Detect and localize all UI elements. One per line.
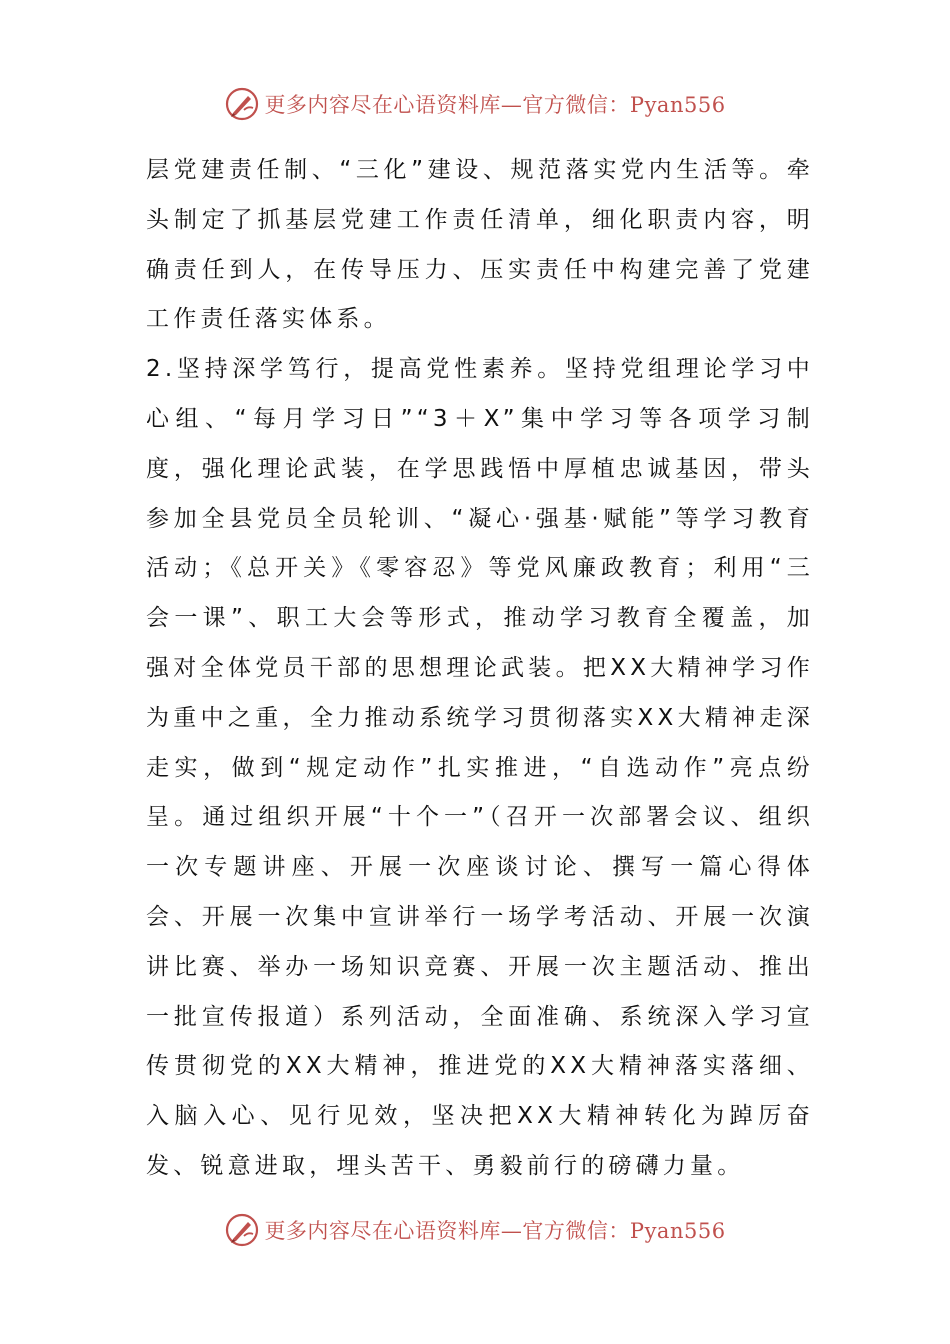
paragraph-1: 层党建责任制、“三化”建设、规范落实党内生活等。牵头制定了抓基层党建工作责任清单，细化职责内容，明确责任到人，在传导压力、压实责任中构建完善了党建工作责任落实体系。 [146, 157, 814, 333]
footer-banner-text: 更多内容尽在心语资料库—官方微信：Pyan556 [264, 1219, 726, 1243]
pen-seal-icon [224, 1212, 260, 1248]
pen-seal-icon [224, 86, 260, 122]
paragraph-2: 2.坚持深学笃行，提高党性素养。坚持党组理论学习中心组、“每月学习日”“3＋X”集中学习等各项学习制度，强化理论武装，在学思践悟中厚植忠诚基因，带头参加全县党员全员轮训、“凝心·强基·赋能”等学习教育活动；《总开关》《零容忍》等党风廉政教育；利用“三会一课”、职工大会等形式，推动学习教育全覆盖，加强对全体党员干部的思想理论武装。把XX大精神学习作为重中之重，全力推动系统学习贯彻落实XX大精神走深走实，做到“规定动作”扎实推进，“自选动作”亮点纷呈。通过组织开展“十个一”（召开一次部署会议、组织一次专题讲座、开展一次座谈讨论、撰写一篇心得体会、开展一次集中宣讲举行一场学考活动、开展一次演讲比赛、举办一场知识竞赛、开展一次主题活动、推出一批宣传报道）系列活动，全面准确、系统深入学习宣传贯彻党的XX大精神，推进党的XX大精神落实落细、入脑入心、见行见效，坚决把XX大精神转化为踔厉奋发、锐意进取，埋头苦干、勇毅前行的磅礴力量。 [146, 356, 814, 1179]
header-banner [0, 82, 950, 126]
header-banner-text: 更多内容尽在心语资料库—官方微信：Pyan556 [264, 93, 726, 117]
document-body [146, 146, 814, 1192]
footer-banner [0, 1208, 950, 1252]
